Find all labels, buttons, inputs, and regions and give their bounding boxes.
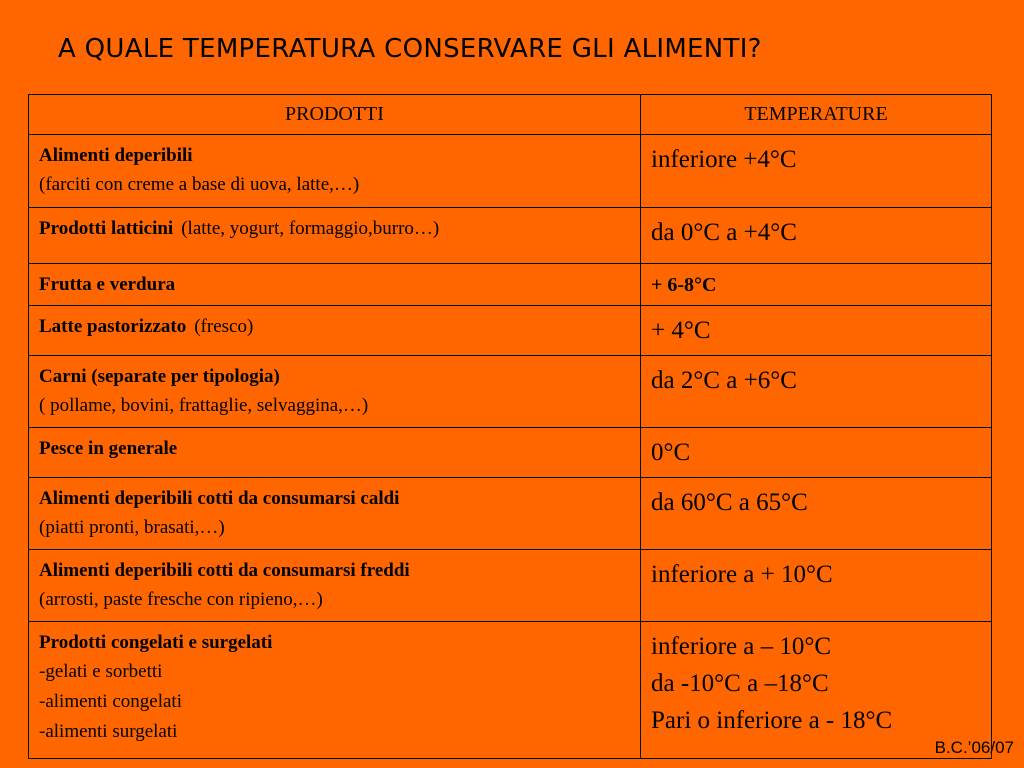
temperature-cell — [641, 550, 992, 622]
product-name: Pesce in generale — [39, 438, 178, 459]
temperature-value: + 6-8°C — [651, 273, 717, 296]
product-name: Prodotti latticini — [39, 218, 174, 239]
product-cell — [29, 135, 641, 208]
product-name: Carni (separate per tipologia) — [39, 366, 280, 387]
header-products: PRODOTTI — [29, 95, 641, 135]
storage-temperature-table — [28, 94, 992, 759]
product-cell — [29, 264, 641, 306]
temperature-value: inferiore a + 10°C — [651, 561, 833, 588]
table-row — [29, 428, 992, 478]
temperature-value: + 4°C — [651, 317, 711, 344]
temperature-cell — [641, 428, 992, 478]
temperature-cell — [641, 264, 992, 306]
temperature-cell — [641, 135, 992, 208]
header-temperatures: TEMPERATURE — [641, 95, 992, 135]
temperature-cell — [641, 356, 992, 428]
product-detail: ( pollame, bovini, frattaglie, selvaggina,…) — [39, 395, 369, 416]
temperature-value: Pari o inferiore a - 18°C — [651, 707, 893, 734]
product-name: Alimenti deperibili — [39, 145, 193, 166]
table-row — [29, 550, 992, 622]
product-cell — [29, 356, 641, 428]
product-detail: (arrosti, paste fresche con ripieno,…) — [39, 589, 323, 610]
product-cell — [29, 306, 641, 356]
product-name: Latte pastorizzato — [39, 316, 187, 337]
temperature-cell — [641, 208, 992, 264]
product-detail: -gelati e sorbetti — [39, 661, 163, 682]
temperature-value: da 0°C a +4°C — [651, 219, 797, 246]
product-note: (latte, yogurt, formaggio,burro…) — [181, 218, 440, 239]
author-credit: B.C.’06/07 — [934, 738, 1014, 757]
temperature-cell — [641, 478, 992, 550]
table-row — [29, 622, 992, 759]
product-cell — [29, 428, 641, 478]
product-note: (fresco) — [194, 316, 254, 337]
temperature-value: inferiore +4°C — [651, 146, 797, 173]
page-title: A QUALE TEMPERATURA CONSERVARE GLI ALIMENTI? — [58, 34, 762, 64]
product-cell — [29, 478, 641, 550]
product-name: Alimenti deperibili cotti da consumarsi caldi — [39, 488, 400, 509]
product-detail: -alimenti surgelati — [39, 721, 178, 742]
temperature-value: da 2°C a +6°C — [651, 367, 797, 394]
product-name: Alimenti deperibili cotti da consumarsi freddi — [39, 560, 410, 581]
table-row — [29, 135, 992, 208]
temperature-value: 0°C — [651, 439, 691, 466]
temperature-cell — [641, 306, 992, 356]
product-name: Prodotti congelati e surgelati — [39, 632, 273, 653]
table-row — [29, 356, 992, 428]
product-detail: -alimenti congelati — [39, 691, 182, 712]
table-row — [29, 208, 992, 264]
product-cell — [29, 208, 641, 264]
table-row — [29, 478, 992, 550]
table-row — [29, 306, 992, 356]
temperature-value: inferiore a – 10°C — [651, 633, 832, 660]
product-detail: (farciti con creme a base di uova, latte,…) — [39, 174, 360, 195]
table-header-row — [29, 95, 992, 135]
product-cell — [29, 550, 641, 622]
table-row — [29, 264, 992, 306]
product-cell — [29, 622, 641, 759]
product-detail: (piatti pronti, brasati,…) — [39, 517, 225, 538]
temperature-value: da 60°C a 65°C — [651, 489, 808, 516]
product-name: Frutta e verdura — [39, 274, 176, 295]
temperature-value: da -10°C a –18°C — [651, 670, 829, 697]
